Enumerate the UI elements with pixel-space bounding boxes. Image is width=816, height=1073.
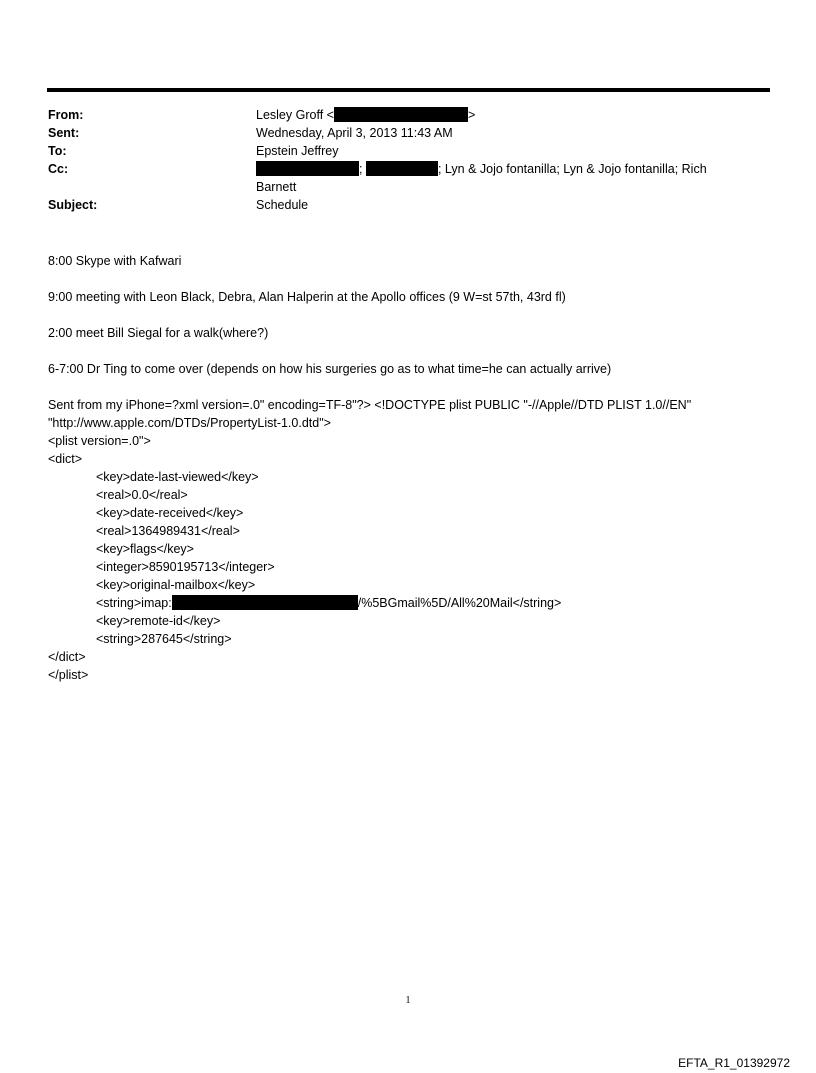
plist-line: </dict>: [48, 650, 86, 664]
page-number: 1: [405, 995, 411, 1006]
cc-label: Cc:: [48, 162, 69, 176]
redaction-block: [172, 595, 358, 610]
subject-value: Schedule: [256, 198, 309, 212]
email-body: [48, 252, 768, 684]
to-value: Epstein Jeffrey: [256, 144, 339, 158]
document-id: EFTA_R1_01392972: [678, 1056, 790, 1070]
schedule-item: 2:00 meet Bill Siegal for a walk(where?): [48, 326, 269, 340]
plist-line: <real>0.0</real>: [96, 488, 188, 502]
cc-row: [48, 160, 768, 196]
plist-line: <key>date-last-viewed</key>: [96, 470, 259, 484]
plist-line: </plist>: [48, 668, 89, 682]
from-name: Lesley Groff <: [256, 108, 334, 122]
cc-separator: ;: [359, 162, 363, 176]
schedule-item: 6-7:00 Dr Ting to come over (depends on how his surgeries go as to what time=he can actually arrive): [48, 362, 612, 376]
cc-value: [256, 160, 768, 196]
cc-recipients-line2: Barnett: [256, 180, 297, 194]
redaction-block: [366, 161, 438, 176]
plist-line: "http://www.apple.com/DTDs/PropertyList-1.0.dtd">: [48, 416, 331, 430]
sent-row: [48, 124, 768, 142]
plist-line: <integer>8590195713</integer>: [96, 560, 275, 574]
subject-label: Subject:: [48, 198, 98, 212]
plist-string-close: /%5BGmail%5D/All%20Mail</string>: [357, 596, 562, 610]
from-label: From:: [48, 108, 84, 122]
sent-value: Wednesday, April 3, 2013 11:43 AM: [256, 126, 453, 140]
header-rule: [47, 88, 770, 92]
plist-line: <key>flags</key>: [96, 542, 194, 556]
to-label: To:: [48, 144, 67, 158]
plist-line: <key>original-mailbox</key>: [96, 578, 256, 592]
from-close: >: [467, 108, 476, 122]
schedule-item: 8:00 Skype with Kafwari: [48, 254, 182, 268]
email-header: [48, 106, 768, 214]
from-value: [256, 106, 768, 124]
plist-string-open: <string>imap:: [96, 596, 172, 610]
cc-recipients: ; Lyn & Jojo fontanilla; Lyn & Jojo fontanilla; Rich: [437, 162, 707, 176]
redaction-block: [334, 107, 468, 122]
plist-line: <string>287645</string>: [96, 632, 232, 646]
plist-line: <plist version=.0">: [48, 434, 151, 448]
from-row: [48, 106, 768, 124]
schedule-item: 9:00 meeting with Leon Black, Debra, Alan Halperin at the Apollo offices (9 W=st 57th, 43rd fl): [48, 290, 566, 304]
redaction-block: [256, 161, 359, 176]
plist-line: <dict>: [48, 452, 83, 466]
plist-line: <key>remote-id</key>: [96, 614, 221, 628]
plist-line: Sent from my iPhone=?xml version=.0" encoding=TF-8"?> <!DOCTYPE plist PUBLIC "-//Apple//DTD PLIST 1.0//EN": [48, 398, 692, 412]
subject-row: [48, 196, 768, 214]
plist-line: [48, 594, 768, 612]
sent-label: Sent:: [48, 126, 80, 140]
plist-line: <key>date-received</key>: [96, 506, 244, 520]
to-row: [48, 142, 768, 160]
plist-block: [48, 396, 768, 684]
plist-line: <real>1364989431</real>: [96, 524, 240, 538]
